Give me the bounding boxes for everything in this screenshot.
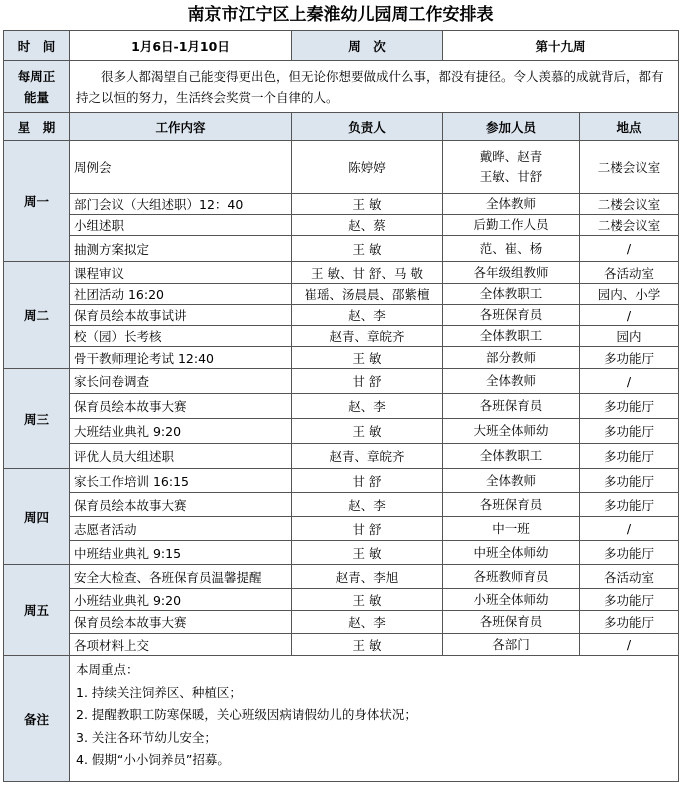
participants xyxy=(443,444,580,469)
participants xyxy=(443,394,580,419)
remarks-item: 4. 假期“小小饲养员”招募。 xyxy=(76,752,230,767)
participant-line: 全体教师 xyxy=(485,196,536,211)
col-owner: 负责人 xyxy=(292,113,443,141)
location: 二楼会议室 xyxy=(580,141,679,194)
participants xyxy=(443,493,580,517)
day-label: 周二 xyxy=(4,262,70,369)
work-content: 评优人员大组述职 xyxy=(70,444,292,469)
schedule-table xyxy=(3,30,679,782)
schedule-row xyxy=(4,565,679,589)
participant-line: 范、崔、杨 xyxy=(479,240,543,256)
remarks-row xyxy=(4,656,679,782)
work-content: 志愿者活动 xyxy=(70,517,292,541)
work-content: 保育员绘本故事大赛 xyxy=(70,611,292,634)
work-content: 校（园）长考核 xyxy=(70,326,292,347)
schedule-row xyxy=(4,541,679,565)
schedule-row xyxy=(4,444,679,469)
location: 多功能厅 xyxy=(580,419,679,444)
date-range: 1月6日-1月10日 xyxy=(70,31,292,61)
remarks-item: 1. 持续关注饲养区、种植区； xyxy=(76,684,242,700)
owner: 王 敏 xyxy=(292,541,443,565)
work-content: 骨干教师理论考试 12:40 xyxy=(70,347,292,369)
participants xyxy=(443,611,580,634)
location: / xyxy=(580,517,679,541)
participant-line: 中班全体师幼 xyxy=(473,544,549,560)
week-value: 第十九周 xyxy=(443,31,679,61)
motto-row xyxy=(4,61,679,113)
participants xyxy=(443,215,580,236)
owner: 赵青、章皖齐 xyxy=(292,326,443,347)
participant-line: 各班教师育员 xyxy=(473,568,549,584)
schedule-row xyxy=(4,493,679,517)
schedule-row xyxy=(4,634,679,656)
remarks-item: 2. 提醒教职工防寒保暖，关心班级因病请假幼儿的身体状况； xyxy=(76,707,417,722)
location: 多功能厅 xyxy=(580,493,679,517)
location: 多功能厅 xyxy=(580,611,679,634)
time-label: 时 间 xyxy=(4,31,70,61)
day-label: 周一 xyxy=(4,141,70,262)
work-content: 部门会议（大组述职）12：40 xyxy=(70,194,292,215)
owner: 赵青、章皖齐 xyxy=(292,444,443,469)
motto-label-line2: 能量 xyxy=(23,89,49,105)
remarks-content xyxy=(70,656,679,782)
work-content: 周例会 xyxy=(70,141,292,194)
schedule-row xyxy=(4,589,679,611)
participants xyxy=(443,634,580,656)
participants xyxy=(443,469,580,493)
participant-line: 各班保育员 xyxy=(479,496,543,512)
schedule-row xyxy=(4,469,679,493)
header-row xyxy=(4,31,679,61)
participant-line: 部分教师 xyxy=(485,349,536,365)
schedule-row xyxy=(4,394,679,419)
work-content: 社团活动 16:20 xyxy=(70,284,292,305)
participant-line: 全体教师 xyxy=(485,373,536,388)
participant-line: 大班全体师幼 xyxy=(473,423,549,438)
schedule-row xyxy=(4,369,679,394)
owner: 王 敏 xyxy=(292,589,443,611)
participants xyxy=(443,589,580,611)
participants xyxy=(443,141,580,194)
participants xyxy=(443,565,580,589)
schedule-row xyxy=(4,141,679,194)
owner: 王 敏 xyxy=(292,419,443,444)
owner: 王 敏 xyxy=(292,236,443,262)
work-content: 保育员绘本故事大赛 xyxy=(70,394,292,419)
owner: 王 敏 xyxy=(292,194,443,215)
schedule-row xyxy=(4,284,679,305)
participants xyxy=(443,369,580,394)
location: 二楼会议室 xyxy=(580,194,679,215)
schedule-row xyxy=(4,262,679,284)
participants xyxy=(443,262,580,284)
schedule-row xyxy=(4,236,679,262)
schedule-row xyxy=(4,326,679,347)
location: / xyxy=(580,305,679,326)
owner: 甘 舒 xyxy=(292,469,443,493)
participant-line: 各班保育员 xyxy=(479,398,543,413)
participant-line: 王敏、甘舒 xyxy=(479,169,543,184)
participant-line: 各班保育员 xyxy=(479,307,543,322)
participant-line: 中一班 xyxy=(492,520,530,536)
work-content: 保育员绘本故事大赛 xyxy=(70,493,292,517)
location: 多功能厅 xyxy=(580,589,679,611)
page-title: 南京市江宁区上秦淮幼儿园周工作安排表 xyxy=(187,5,494,25)
participant-line: 全体教职工 xyxy=(479,448,543,463)
participants xyxy=(443,347,580,369)
participant-line: 全体教职工 xyxy=(479,328,543,343)
participant-line: 各部门 xyxy=(492,636,530,652)
participants xyxy=(443,305,580,326)
schedule-row xyxy=(4,419,679,444)
participants xyxy=(443,419,580,444)
location: 多功能厅 xyxy=(580,347,679,369)
participant-line: 各班保育员 xyxy=(479,614,543,629)
remarks-item: 3. 关注各环节幼儿安全； xyxy=(76,729,217,745)
owner: 王 敏 xyxy=(292,347,443,369)
owner: 赵、李 xyxy=(292,493,443,517)
owner: 王 敏、甘 舒、马 敬 xyxy=(292,262,443,284)
col-participants: 参加人员 xyxy=(443,113,580,141)
participant-line: 全体教职工 xyxy=(479,286,543,301)
owner: 崔瑶、汤晨晨、邵紫檀 xyxy=(292,284,443,305)
col-day: 星 期 xyxy=(4,113,70,141)
schedule-row xyxy=(4,611,679,634)
location: / xyxy=(580,369,679,394)
owner: 赵青、李旭 xyxy=(292,565,443,589)
motto-text: 很多人都渴望自己能变得更出色，但无论你想要做成什么事，都没有捷径。令人羡慕的成就背后，都有持之以恒的努力，生活终会奖赏一个自律的人。 xyxy=(70,61,679,113)
work-content: 大班结业典礼 9:20 xyxy=(70,419,292,444)
participants xyxy=(443,541,580,565)
schedule-row xyxy=(4,347,679,369)
motto-label xyxy=(4,61,70,113)
location: 园内 xyxy=(580,326,679,347)
work-content: 家长问卷调查 xyxy=(70,369,292,394)
remarks-heading: 本周重点： xyxy=(76,662,139,677)
participants xyxy=(443,236,580,262)
location: 多功能厅 xyxy=(580,469,679,493)
work-content: 保育员绘本故事试讲 xyxy=(70,305,292,326)
day-label: 周四 xyxy=(4,469,70,565)
participant-line: 戴晔、赵青 xyxy=(479,149,543,164)
work-content: 中班结业典礼 9:15 xyxy=(70,541,292,565)
participant-line: 后勤工作人员 xyxy=(473,217,549,232)
owner: 赵、李 xyxy=(292,305,443,326)
schedule-row xyxy=(4,194,679,215)
participants xyxy=(443,326,580,347)
day-label: 周三 xyxy=(4,369,70,469)
work-content: 安全大检查、各班保育员温馨提醒 xyxy=(70,565,292,589)
location: 各活动室 xyxy=(580,565,679,589)
col-content: 工作内容 xyxy=(70,113,292,141)
schedule-row xyxy=(4,215,679,236)
owner: 甘 舒 xyxy=(292,517,443,541)
location: 多功能厅 xyxy=(580,541,679,565)
owner: 赵、李 xyxy=(292,394,443,419)
owner: 甘 舒 xyxy=(292,369,443,394)
work-content: 小组述职 xyxy=(70,215,292,236)
remarks-label: 备注 xyxy=(4,656,70,782)
schedule-row xyxy=(4,517,679,541)
col-location: 地点 xyxy=(580,113,679,141)
schedule-row xyxy=(4,305,679,326)
participant-line: 小班全体师幼 xyxy=(473,591,549,607)
location: / xyxy=(580,634,679,656)
owner: 王 敏 xyxy=(292,634,443,656)
owner: 陈婷婷 xyxy=(292,141,443,194)
work-content: 小班结业典礼 9:20 xyxy=(70,589,292,611)
participants xyxy=(443,517,580,541)
participant-line: 各年级组教师 xyxy=(473,264,549,280)
work-content: 课程审议 xyxy=(70,262,292,284)
day-label: 周五 xyxy=(4,565,70,656)
work-content: 抽测方案拟定 xyxy=(70,236,292,262)
location: 多功能厅 xyxy=(580,394,679,419)
participants xyxy=(443,194,580,215)
work-content: 家长工作培训 16:15 xyxy=(70,469,292,493)
location: / xyxy=(580,236,679,262)
location: 二楼会议室 xyxy=(580,215,679,236)
owner: 赵、李 xyxy=(292,611,443,634)
participant-line: 全体教师 xyxy=(485,472,536,488)
location: 园内、小学 xyxy=(580,284,679,305)
owner: 赵、蔡 xyxy=(292,215,443,236)
work-content: 各项材料上交 xyxy=(70,634,292,656)
participants xyxy=(443,284,580,305)
location: 多功能厅 xyxy=(580,444,679,469)
location: 各活动室 xyxy=(580,262,679,284)
week-label: 周 次 xyxy=(292,31,443,61)
motto-label-line1: 每周正 xyxy=(17,68,56,84)
column-header-row xyxy=(4,113,679,141)
